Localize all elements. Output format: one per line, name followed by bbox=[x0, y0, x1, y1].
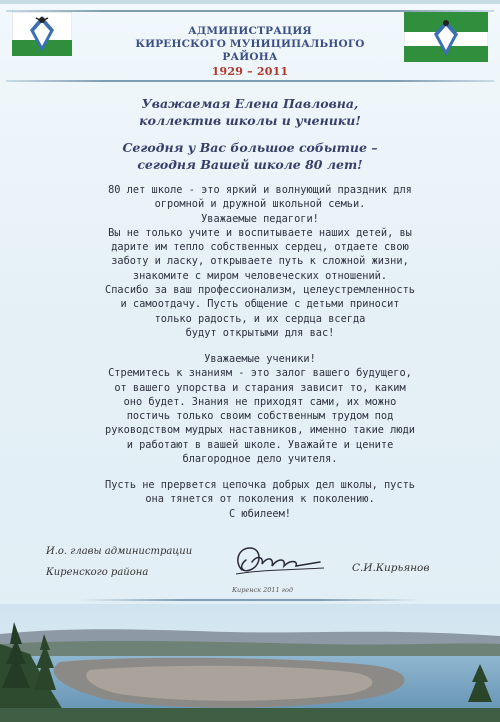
position-line-1: И.о. главы администрации bbox=[46, 546, 193, 557]
text-line: знакомите с миром человеческих отношений. bbox=[132, 269, 388, 282]
coat-of-arms-icon bbox=[12, 12, 72, 56]
place-date: Киренск 2011 год bbox=[232, 586, 294, 594]
signatory-name: С.И.Кирьянов bbox=[352, 562, 430, 574]
header-line-1: АДМИНИСТРАЦИЯ bbox=[188, 25, 312, 37]
footer-divider bbox=[80, 599, 420, 601]
header-title bbox=[120, 25, 380, 78]
paragraph-closing bbox=[60, 478, 460, 521]
text-line: от вашего упорства и старания зависит то, каким bbox=[114, 381, 406, 394]
text-line: благородное дело учителя. bbox=[182, 453, 338, 466]
greeting-line-2: коллектив школы и ученики! bbox=[139, 113, 361, 128]
flag-icon bbox=[404, 12, 488, 62]
text-line: С юбилеем! bbox=[229, 507, 291, 520]
greeting-line-1: Уважаемая Елена Павловна, bbox=[141, 96, 359, 111]
paragraph-teachers bbox=[60, 183, 460, 340]
text-line: только радость, и их сердца всегда bbox=[154, 312, 366, 325]
event-line-1: Сегодня у Вас большое событие – bbox=[122, 140, 378, 155]
header-years: 1929 – 2011 bbox=[211, 65, 289, 78]
text-line: 80 лет школе - это яркий и волнующий праздник для bbox=[108, 184, 412, 196]
event-block bbox=[0, 139, 500, 173]
position-line-2: Киренского района bbox=[46, 567, 149, 578]
text-line: оно будет. Знания не приходят сами, их можно bbox=[123, 395, 397, 408]
text-line: постичь только своим собственным трудом под bbox=[126, 410, 394, 423]
text-line: руководством мудрых наставников, именно такие люди bbox=[105, 424, 415, 437]
top-band bbox=[0, 0, 500, 4]
text-line: и самоотдачу. Пусть общение с детьми приносит bbox=[120, 298, 400, 311]
text-line: Спасибо за ваш профессионализм, целеустремленность bbox=[105, 284, 415, 297]
text-line: заботу и ласку, открываете путь к сложной жизни, bbox=[111, 255, 409, 268]
text-line: огромной и дружной школьной семьи. bbox=[154, 198, 366, 211]
text-line: будут открытыми для вас! bbox=[185, 326, 335, 339]
header-line-2: КИРЕНСКОГО МУНИЦИПАЛЬНОГО РАЙОНА bbox=[135, 38, 365, 63]
handwritten-signature bbox=[228, 540, 328, 580]
header-divider-bottom bbox=[6, 80, 494, 82]
text-line: Стремитесь к знаниям - это залог вашего будущего, bbox=[108, 367, 412, 380]
text-line: и работают в вашей школе. Уважайте и цените bbox=[126, 438, 394, 451]
greeting-block bbox=[0, 95, 500, 129]
signatory-position bbox=[46, 541, 192, 583]
text-line: дарите им тепло собственных сердец, отдаете свою bbox=[111, 241, 409, 254]
paragraph-students bbox=[60, 352, 460, 466]
town-panorama-image bbox=[0, 604, 500, 722]
text-line: она тянется от поколения к поколению. bbox=[145, 493, 375, 506]
text-line: Пусть не прервется цепочка добрых дел школы, пусть bbox=[105, 479, 415, 491]
event-line-2: сегодня Вашей школе 80 лет! bbox=[137, 157, 363, 172]
text-line: Вы не только учите и воспитываете наших детей, вы bbox=[108, 226, 412, 239]
text-line: Уважаемые ученики! bbox=[204, 353, 316, 365]
text-line: Уважаемые педагоги! bbox=[201, 212, 319, 225]
